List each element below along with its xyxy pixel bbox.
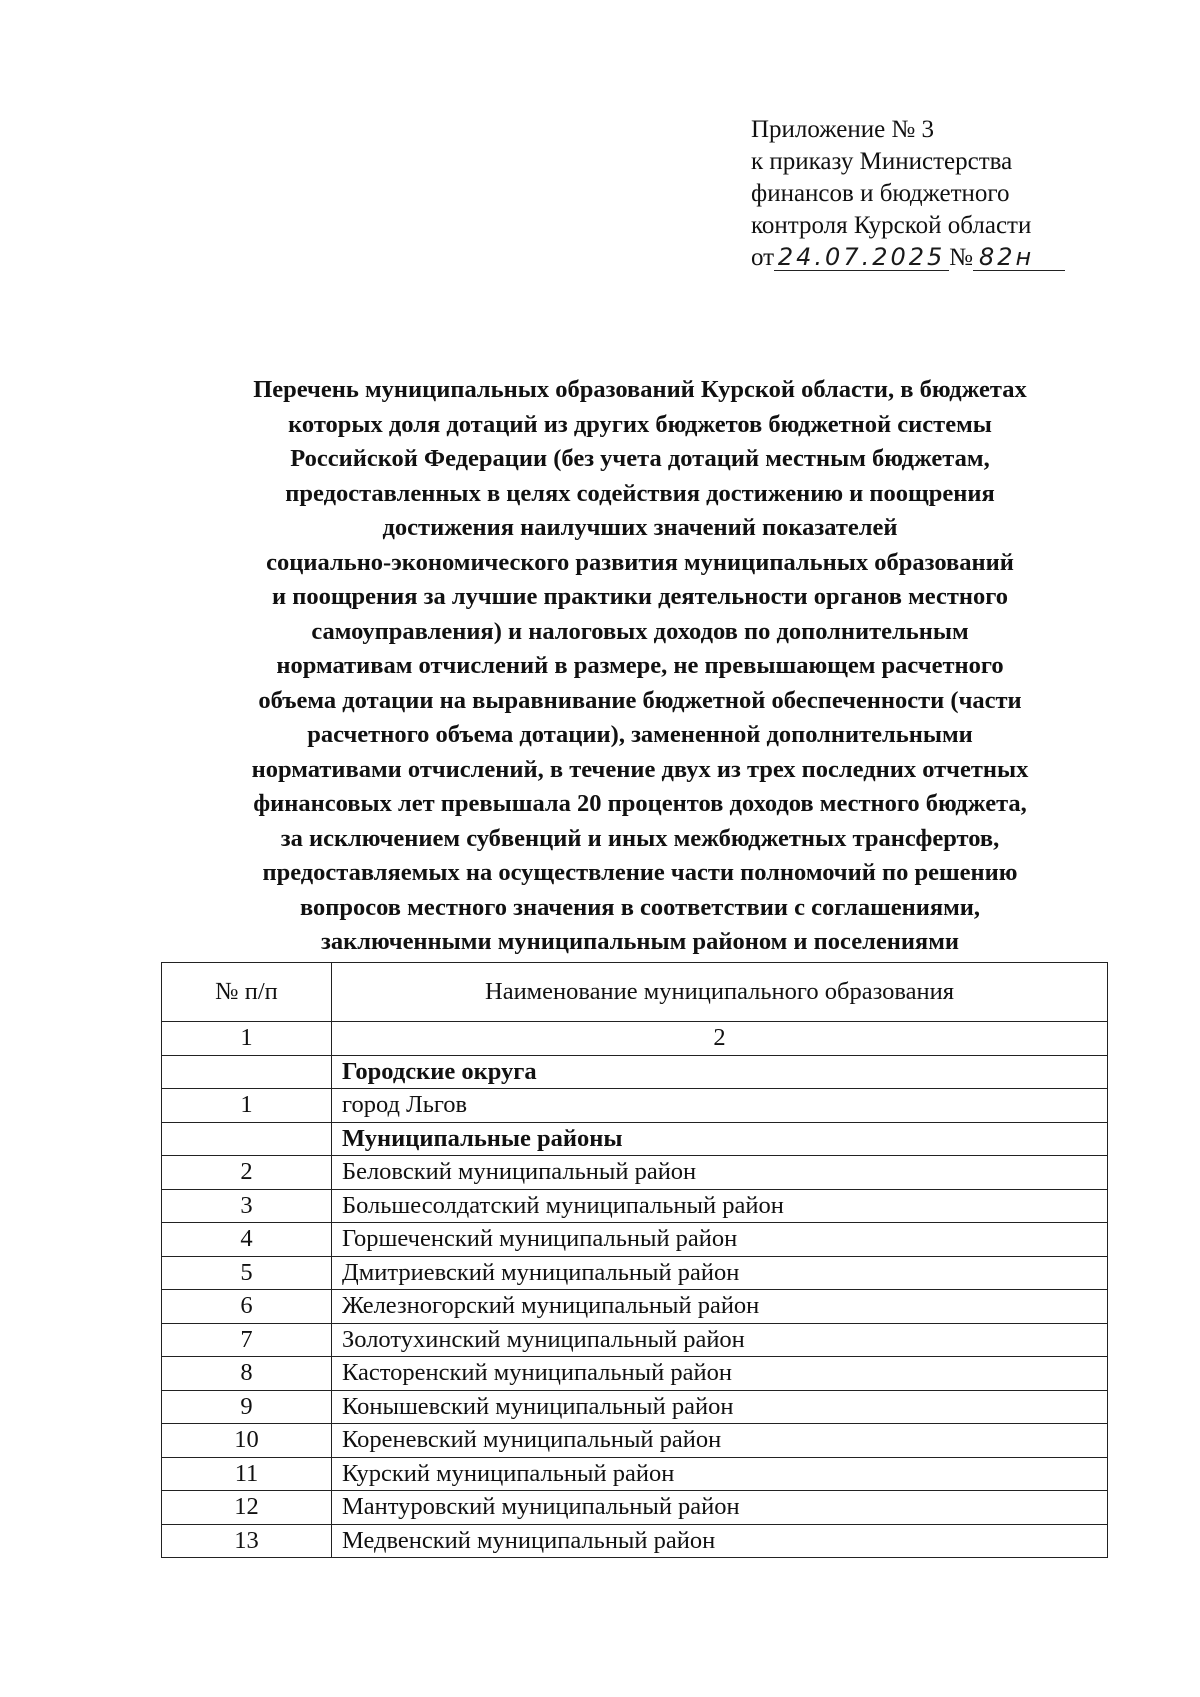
row-number xyxy=(162,1055,332,1089)
title-line: расчетного объема дотации), замененной дополнительными xyxy=(307,721,973,748)
appendix-number: Приложение № 3 xyxy=(751,116,935,143)
table-row xyxy=(162,1189,1108,1223)
title-line: заключенными муниципальным районом и поселениями xyxy=(321,928,959,955)
ministry-name-2: контроля Курской области xyxy=(751,212,1032,239)
row-number: 11 xyxy=(162,1457,332,1491)
title-line: достижения наилучших значений показателей xyxy=(382,514,898,541)
row-number: 5 xyxy=(162,1256,332,1290)
date-prefix: от xyxy=(751,244,775,271)
title-line: которых доля дотаций из других бюджетов бюджетной системы xyxy=(288,410,992,438)
column-index-2: 2 xyxy=(332,1022,1108,1056)
title-line: нормативами отчислений, в течение двух из трех последних отчетных xyxy=(251,755,1029,783)
municipality-name: Золотухинский муниципальный район xyxy=(332,1323,1108,1357)
table-row xyxy=(162,1290,1108,1324)
table-header-row xyxy=(162,963,1108,1022)
row-number: 13 xyxy=(162,1524,332,1558)
row-number: 1 xyxy=(162,1089,332,1123)
table-row xyxy=(162,1524,1108,1558)
section-heading: Городские округа xyxy=(332,1055,1108,1089)
title-line: Перечень муниципальных образований Курской области, в бюджетах xyxy=(253,376,1027,403)
title-line: предоставленных в целях содействия достижению и поощрения xyxy=(285,479,995,507)
table-row xyxy=(162,1156,1108,1190)
number-prefix: № xyxy=(949,244,973,271)
municipalities-table xyxy=(161,962,1108,1558)
title-line: социально-экономического развития муниципальных образований xyxy=(266,548,1014,576)
ministry-name-1: финансов и бюджетного xyxy=(751,180,1010,207)
row-number: 9 xyxy=(162,1390,332,1424)
section-heading: Муниципальные районы xyxy=(332,1122,1108,1156)
municipality-name: Беловский муниципальный район xyxy=(332,1156,1108,1190)
section-row xyxy=(162,1055,1108,1089)
row-number: 4 xyxy=(162,1223,332,1257)
title-line: объема дотации на выравнивание бюджетной обеспеченности (части xyxy=(258,686,1022,714)
column-header-name: Наименование муниципального образования xyxy=(332,963,1108,1022)
row-number: 7 xyxy=(162,1323,332,1357)
handwritten-number: 82н xyxy=(973,244,1065,271)
order-date-line xyxy=(751,242,1151,274)
municipality-name: Медвенский муниципальный район xyxy=(332,1524,1108,1558)
row-number: 12 xyxy=(162,1491,332,1525)
row-number: 6 xyxy=(162,1290,332,1324)
table-row xyxy=(162,1457,1108,1491)
table-row xyxy=(162,1256,1108,1290)
title-line: вопросов местного значения в соответствии с соглашениями, xyxy=(299,893,981,921)
title-line: за исключением субвенций и иных межбюджетных трансфертов, xyxy=(280,824,1000,852)
row-number: 3 xyxy=(162,1189,332,1223)
municipality-name: Большесолдатский муниципальный район xyxy=(332,1189,1108,1223)
municipality-name: Конышевский муниципальный район xyxy=(332,1390,1108,1424)
title-line: и поощрения за лучшие практики деятельности органов местного xyxy=(271,583,1009,610)
title-line: предоставляемых на осуществление части полномочий по решению xyxy=(262,859,1018,886)
row-number: 2 xyxy=(162,1156,332,1190)
municipality-name: Кореневский муниципальный район xyxy=(332,1424,1108,1458)
title-line: нормативам отчислений в размере, не превышающем расчетного xyxy=(276,652,1004,679)
table-row xyxy=(162,1357,1108,1391)
table-row xyxy=(162,1491,1108,1525)
municipality-name: Касторенский муниципальный район xyxy=(332,1357,1108,1391)
order-reference: к приказу Министерства xyxy=(751,148,1013,175)
row-number xyxy=(162,1122,332,1156)
table-row xyxy=(162,1424,1108,1458)
column-header-number: № п/п xyxy=(162,963,332,1022)
handwritten-date: 24.07.2025 xyxy=(774,244,949,271)
document-title xyxy=(150,373,1130,960)
appendix-header xyxy=(751,114,1151,274)
row-number: 8 xyxy=(162,1357,332,1391)
column-index-1: 1 xyxy=(162,1022,332,1056)
title-line: Российской Федерации (без учета дотаций местным бюджетам, xyxy=(290,445,990,472)
title-line: финансовых лет превышала 20 процентов доходов местного бюджета, xyxy=(253,790,1027,817)
table-row xyxy=(162,1089,1108,1123)
table-row xyxy=(162,1390,1108,1424)
municipality-name: Железногорский муниципальный район xyxy=(332,1290,1108,1324)
column-index-row xyxy=(162,1022,1108,1056)
table-row xyxy=(162,1323,1108,1357)
table-row xyxy=(162,1223,1108,1257)
municipality-name: Горшеченский муниципальный район xyxy=(332,1223,1108,1257)
row-number: 10 xyxy=(162,1424,332,1458)
municipality-name: Курский муниципальный район xyxy=(332,1457,1108,1491)
municipality-name: Мантуровский муниципальный район xyxy=(332,1491,1108,1525)
title-line: самоуправления) и налоговых доходов по дополнительным xyxy=(311,617,969,645)
section-row xyxy=(162,1122,1108,1156)
municipality-name: город Льгов xyxy=(332,1089,1108,1123)
municipality-name: Дмитриевский муниципальный район xyxy=(332,1256,1108,1290)
